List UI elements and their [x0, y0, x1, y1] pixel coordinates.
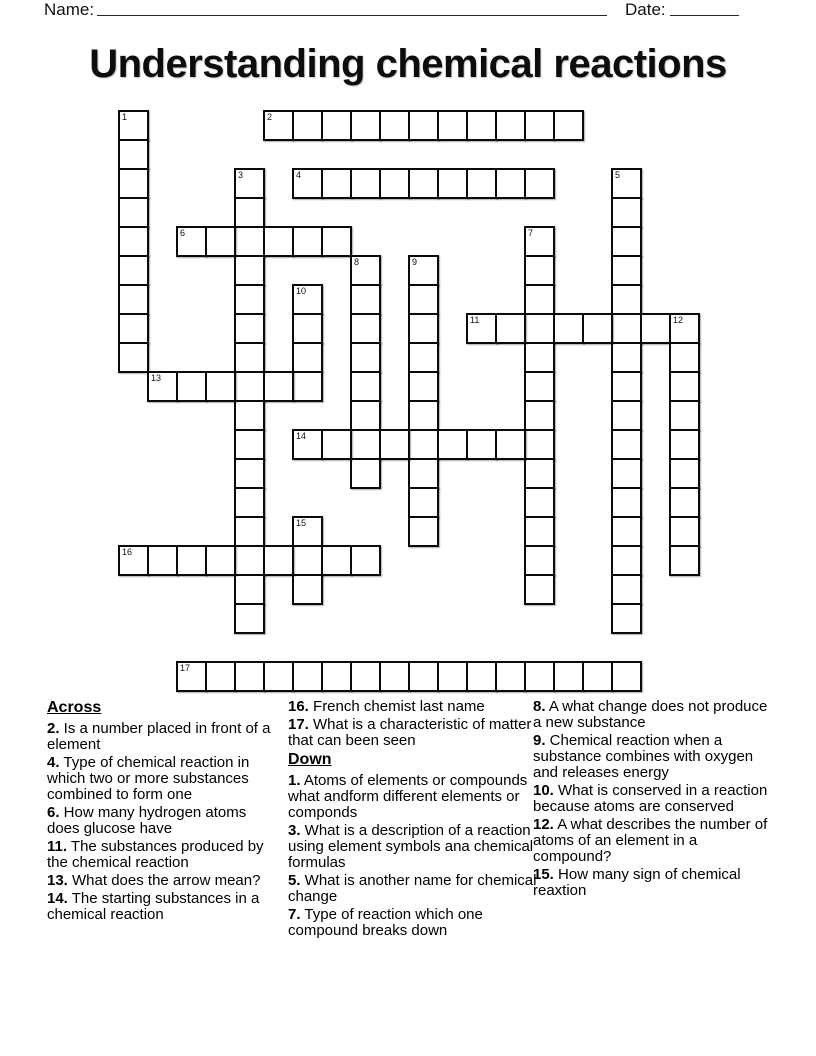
clue-number: 16.	[288, 698, 309, 715]
crossword-cell[interactable]	[437, 168, 468, 199]
crossword-cell[interactable]	[205, 661, 236, 692]
crossword-cell[interactable]	[350, 284, 381, 315]
crossword-cell[interactable]	[524, 168, 555, 199]
crossword-cell[interactable]	[524, 661, 555, 692]
crossword-cell[interactable]	[524, 342, 555, 373]
crossword-cell[interactable]	[466, 110, 497, 141]
crossword-cell[interactable]	[118, 545, 149, 576]
crossword-cell[interactable]	[350, 400, 381, 431]
clue-number: 2.	[47, 720, 60, 737]
clue-number: 12.	[533, 816, 554, 833]
cell-number: 17	[180, 663, 191, 673]
down-clues-header: Down	[288, 751, 332, 768]
crossword-cell[interactable]	[263, 226, 294, 257]
crossword-cell[interactable]	[118, 342, 149, 373]
crossword-cell[interactable]	[408, 661, 439, 692]
cell-number: 4	[296, 170, 302, 180]
clue-item: 2. Is a number placed in front of a element	[47, 720, 271, 753]
crossword-cell[interactable]	[408, 400, 439, 431]
crossword-cell[interactable]	[495, 429, 526, 460]
crossword-cell[interactable]	[379, 168, 410, 199]
crossword-cell[interactable]	[611, 574, 642, 605]
clue-item: 9. Chemical reaction when a substance combines with oxygen and releases energy	[533, 732, 754, 781]
crossword-cell[interactable]	[611, 661, 642, 692]
crossword-cell[interactable]	[205, 226, 236, 257]
crossword-cell[interactable]	[495, 313, 526, 344]
crossword-cell[interactable]	[466, 429, 497, 460]
crossword-cell[interactable]	[234, 574, 265, 605]
crossword-cell[interactable]	[669, 545, 700, 576]
crossword-cell[interactable]	[118, 139, 149, 170]
crossword-cell[interactable]	[611, 458, 642, 489]
crossword-cell[interactable]	[524, 371, 555, 402]
clue-item: 4. Type of chemical reaction in which two or more substances combined to form one	[47, 754, 250, 803]
crossword-cell[interactable]	[234, 661, 265, 692]
clue-number: 1.	[288, 772, 301, 789]
crossword-cell[interactable]	[234, 226, 265, 257]
crossword-cell[interactable]	[408, 371, 439, 402]
crossword-cell[interactable]	[263, 110, 294, 141]
crossword-cell[interactable]	[524, 313, 555, 344]
crossword-cell[interactable]	[669, 313, 700, 344]
crossword-cell[interactable]	[379, 110, 410, 141]
crossword-cell[interactable]	[408, 313, 439, 344]
crossword-cell[interactable]	[321, 226, 352, 257]
crossword-cell[interactable]	[669, 371, 700, 402]
crossword-cell[interactable]	[408, 342, 439, 373]
crossword-cell[interactable]	[234, 400, 265, 431]
clue-item: 1. Atoms of elements or compounds what andform different elements or componds	[288, 772, 528, 821]
clues-section	[0, 699, 816, 1019]
crossword-cell[interactable]	[292, 226, 323, 257]
crossword-cell[interactable]	[611, 255, 642, 286]
crossword-cell[interactable]	[234, 197, 265, 228]
crossword-cell[interactable]	[292, 371, 323, 402]
crossword-cell[interactable]	[611, 487, 642, 518]
crossword-cell[interactable]	[118, 255, 149, 286]
clue-column	[288, 699, 540, 941]
clue-number: 14.	[47, 890, 68, 907]
cell-number: 5	[615, 170, 621, 180]
crossword-cell[interactable]	[524, 516, 555, 547]
crossword-cell[interactable]	[234, 487, 265, 518]
crossword-cell[interactable]	[669, 458, 700, 489]
crossword-cell[interactable]	[350, 313, 381, 344]
cell-number: 7	[528, 228, 534, 238]
cell-number: 16	[122, 547, 133, 557]
clue-number: 4.	[47, 754, 60, 771]
cell-number: 3	[238, 170, 244, 180]
crossword-cell[interactable]	[524, 545, 555, 576]
crossword-cell[interactable]	[408, 458, 439, 489]
crossword-cell[interactable]	[118, 284, 149, 315]
clue-number: 9.	[533, 732, 546, 749]
crossword-cell[interactable]	[292, 313, 323, 344]
crossword-cell[interactable]	[408, 487, 439, 518]
cell-number: 1	[122, 112, 128, 122]
clue-item: 16. French chemist last name	[288, 698, 485, 715]
date-blank-line[interactable]	[670, 0, 739, 16]
cell-number: 11	[470, 315, 480, 325]
crossword-cell[interactable]	[292, 545, 323, 576]
clue-item: 14. The starting substances in a chemical reaction	[47, 890, 260, 923]
crossword-cell[interactable]	[437, 110, 468, 141]
clue-item: 3. What is a description of a reaction using element symbols ana chemical formulas	[288, 822, 534, 871]
crossword-cell[interactable]	[118, 197, 149, 228]
crossword-cell[interactable]	[582, 313, 613, 344]
crossword-cell[interactable]	[350, 168, 381, 199]
cell-number: 15	[296, 518, 307, 528]
clue-number: 3.	[288, 822, 301, 839]
crossword-cell[interactable]	[611, 603, 642, 634]
crossword-cell[interactable]	[205, 545, 236, 576]
clue-item: 13. What does the arrow mean?	[47, 872, 261, 889]
crossword-cell[interactable]	[553, 313, 584, 344]
crossword-cell[interactable]	[611, 342, 642, 373]
crossword-cell[interactable]	[350, 545, 381, 576]
crossword-cell[interactable]	[292, 574, 323, 605]
crossword-cell[interactable]	[350, 429, 381, 460]
clue-item: 15. How many sign of chemical reaxtion	[533, 866, 741, 899]
crossword-cell[interactable]	[553, 661, 584, 692]
crossword-cell[interactable]	[234, 603, 265, 634]
clue-item: 17. What is a characteristic of matter that can been seen	[288, 716, 532, 749]
crossword-cell[interactable]	[350, 661, 381, 692]
crossword-cell[interactable]	[118, 110, 149, 141]
clue-number: 15.	[533, 866, 554, 883]
crossword-cell[interactable]	[524, 458, 555, 489]
cell-number: 6	[180, 228, 186, 238]
crossword-cell[interactable]	[292, 168, 323, 199]
name-label: Name:	[44, 0, 95, 19]
crossword-cell[interactable]	[292, 284, 323, 315]
crossword-cell[interactable]	[321, 429, 352, 460]
crossword-cell[interactable]	[350, 458, 381, 489]
crossword-cell[interactable]	[611, 197, 642, 228]
crossword-cell[interactable]	[466, 661, 497, 692]
crossword-cell[interactable]	[176, 226, 207, 257]
clue-number: 11.	[47, 838, 68, 855]
crossword-cell[interactable]	[234, 545, 265, 576]
crossword-cell[interactable]	[611, 284, 642, 315]
crossword-cell[interactable]	[350, 342, 381, 373]
crossword-cell[interactable]	[176, 371, 207, 402]
clue-number: 17.	[288, 716, 309, 733]
crossword-cell[interactable]	[640, 313, 671, 344]
crossword-cell[interactable]	[321, 545, 352, 576]
cell-number: 14	[296, 431, 307, 441]
clue-item: 12. A what describes the number of atoms of an element in a compound?	[533, 816, 768, 865]
crossword-cell[interactable]	[234, 168, 265, 199]
crossword-cell[interactable]	[321, 661, 352, 692]
across-clues-header: Across	[47, 699, 102, 716]
clue-number: 8.	[533, 698, 546, 715]
crossword-cell[interactable]	[611, 226, 642, 257]
crossword-cell[interactable]	[611, 371, 642, 402]
crossword-cell[interactable]	[176, 661, 207, 692]
crossword-cell[interactable]	[118, 313, 149, 344]
crossword-cell[interactable]	[408, 516, 439, 547]
clue-item: 7. Type of reaction which one compound breaks down	[288, 906, 483, 939]
crossword-cell[interactable]	[669, 487, 700, 518]
crossword-cell[interactable]	[611, 313, 642, 344]
crossword-cell[interactable]	[263, 545, 294, 576]
crossword-cell[interactable]	[379, 429, 410, 460]
crossword-cell[interactable]	[524, 226, 555, 257]
crossword-cell[interactable]	[524, 574, 555, 605]
crossword-grid	[118, 110, 700, 692]
clue-item: 11. The substances produced by the chemical reaction	[47, 838, 264, 871]
cell-number: 12	[673, 315, 684, 325]
date-label: Date:	[625, 0, 666, 19]
cell-number: 9	[412, 257, 418, 267]
clue-column	[533, 699, 775, 901]
crossword-cell[interactable]	[234, 516, 265, 547]
crossword-cell[interactable]	[495, 110, 526, 141]
crossword-cell[interactable]	[524, 487, 555, 518]
clue-number: 10.	[533, 782, 554, 799]
crossword-cell[interactable]	[118, 168, 149, 199]
crossword-cell[interactable]	[234, 255, 265, 286]
crossword-cell[interactable]	[321, 110, 352, 141]
crossword-cell[interactable]	[234, 371, 265, 402]
crossword-cell[interactable]	[669, 400, 700, 431]
crossword-cell[interactable]	[553, 110, 584, 141]
crossword-cell[interactable]	[408, 110, 439, 141]
crossword-cell[interactable]	[292, 110, 323, 141]
clue-column	[47, 699, 273, 925]
crossword-cell[interactable]	[205, 371, 236, 402]
crossword-cell[interactable]	[350, 255, 381, 286]
clue-number: 13.	[47, 872, 68, 889]
name-blank-line[interactable]	[97, 0, 607, 16]
clue-number: 6.	[47, 804, 60, 821]
crossword-cell[interactable]	[176, 545, 207, 576]
crossword-cell[interactable]	[495, 661, 526, 692]
clue-item: 8. A what change does not produce a new substance	[533, 698, 768, 731]
crossword-cell[interactable]	[524, 255, 555, 286]
crossword-cell[interactable]	[669, 429, 700, 460]
crossword-cell[interactable]	[669, 342, 700, 373]
crossword-cell[interactable]	[524, 429, 555, 460]
crossword-cell[interactable]	[292, 342, 323, 373]
cell-number: 8	[354, 257, 360, 267]
crossword-cell[interactable]	[437, 429, 468, 460]
crossword-cell[interactable]	[611, 429, 642, 460]
crossword-cell[interactable]	[582, 661, 613, 692]
crossword-cell[interactable]	[263, 661, 294, 692]
clue-item: 10. What is conserved in a reaction because atoms are conserved	[533, 782, 768, 815]
cell-number: 13	[151, 373, 162, 383]
crossword-cell[interactable]	[408, 255, 439, 286]
crossword-cell[interactable]	[466, 313, 497, 344]
crossword-cell[interactable]	[234, 313, 265, 344]
crossword-cell[interactable]	[350, 371, 381, 402]
crossword-cell[interactable]	[669, 516, 700, 547]
crossword-cell[interactable]	[350, 110, 381, 141]
crossword-cell[interactable]	[234, 342, 265, 373]
clue-item: 6. How many hydrogen atoms does glucose have	[47, 804, 247, 837]
crossword-cell[interactable]	[611, 545, 642, 576]
crossword-cell[interactable]	[408, 284, 439, 315]
clue-number: 7.	[288, 906, 301, 923]
crossword-cell[interactable]	[611, 400, 642, 431]
crossword-cell[interactable]	[524, 110, 555, 141]
crossword-cell[interactable]	[408, 168, 439, 199]
crossword-cell[interactable]	[495, 168, 526, 199]
page-title: Understanding chemical reactions	[89, 42, 727, 86]
crossword-cell[interactable]	[466, 168, 497, 199]
crossword-cell[interactable]	[234, 429, 265, 460]
cell-number: 2	[267, 112, 273, 122]
crossword-cell[interactable]	[292, 661, 323, 692]
crossword-cell[interactable]	[524, 284, 555, 315]
crossword-cell[interactable]	[263, 371, 294, 402]
crossword-cell[interactable]	[292, 429, 323, 460]
crossword-cell[interactable]	[292, 516, 323, 547]
crossword-cell[interactable]	[234, 458, 265, 489]
crossword-cell[interactable]	[408, 429, 439, 460]
crossword-cell[interactable]	[524, 400, 555, 431]
crossword-cell[interactable]	[147, 371, 178, 402]
crossword-cell[interactable]	[321, 168, 352, 199]
crossword-cell[interactable]	[379, 661, 410, 692]
clue-number: 5.	[288, 872, 301, 889]
crossword-cell[interactable]	[611, 168, 642, 199]
crossword-cell[interactable]	[118, 226, 149, 257]
clue-item: 5. What is another name for chemical change	[288, 872, 537, 905]
crossword-cell[interactable]	[611, 516, 642, 547]
crossword-cell[interactable]	[437, 661, 468, 692]
crossword-cell[interactable]	[147, 545, 178, 576]
crossword-cell[interactable]	[234, 284, 265, 315]
cell-number: 10	[296, 286, 307, 296]
